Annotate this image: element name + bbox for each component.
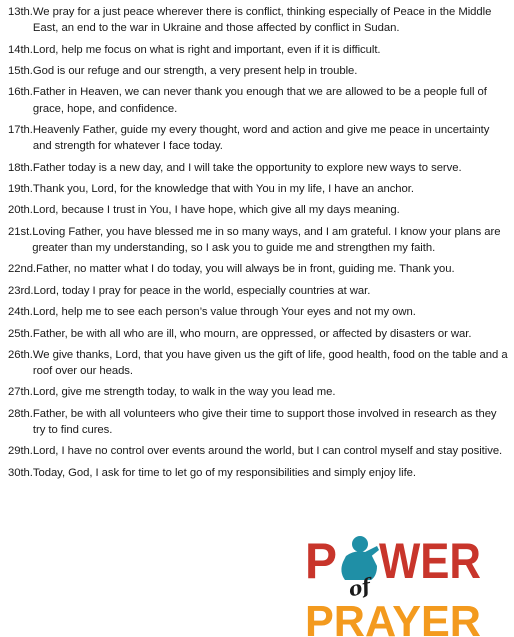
prayer-day: 17th. [8, 123, 33, 136]
svg-text:WER: WER [379, 533, 481, 589]
prayer-text: Lord, help me to see each person’s value through Your eyes and not my own. [32, 306, 416, 319]
prayer-entry [8, 465, 508, 481]
prayer-entry [8, 181, 508, 197]
prayer-day: 30th. [8, 466, 33, 479]
prayer-text: Father, be with all volunteers who give their time to support those involved in research as they try to find cures. [32, 407, 497, 437]
prayer-list [8, 4, 508, 486]
prayer-entry [8, 224, 508, 256]
prayer-entry [8, 84, 508, 116]
prayer-entry [8, 261, 508, 277]
prayer-day: 16th. [8, 86, 33, 99]
prayer-text: Father, be with all who are ill, who mourn, are oppressed, or affected by disasters or war. [32, 327, 472, 340]
prayer-entry [8, 42, 508, 58]
prayer-day: 25th. [8, 327, 33, 340]
prayer-day: 21st. [8, 225, 33, 238]
svg-text:P: P [305, 533, 337, 589]
prayer-text: We give thanks, Lord, that you have given us the gift of life, good health, food on the table and a roof over our heads. [32, 348, 508, 378]
prayer-day: 15th. [8, 64, 33, 77]
prayer-day: 29th. [8, 445, 33, 458]
prayer-day: 19th. [8, 182, 33, 195]
logo-power-word [305, 533, 481, 589]
prayer-day: 22nd. [8, 263, 37, 276]
praying-figure-icon [341, 536, 379, 580]
prayer-text: Lord, because I trust in You, I have hope, which give all my days meaning. [32, 204, 400, 217]
prayer-day: 14th. [8, 43, 33, 56]
power-of-prayer-logo [305, 532, 483, 637]
prayer-text: Father today is a new day, and I will take the opportunity to explore new ways to serve. [32, 161, 462, 174]
prayer-entry [8, 4, 508, 36]
prayer-day: 18th. [8, 161, 33, 174]
prayer-text: Lord, today I pray for peace in the world, especially countries at war. [33, 284, 371, 297]
prayer-entry [8, 283, 508, 299]
prayer-day: 23rd. [8, 284, 34, 297]
prayer-entry [8, 384, 508, 400]
prayer-day: 13th. [8, 6, 33, 18]
prayer-text: Heavenly Father, guide my every thought, word and action and give me peace in uncertainty and strength for whatever I face today. [32, 123, 490, 153]
prayer-text: Loving Father, you have blessed me in so many ways, and I am grateful. I know your plans are greater than my understanding, so I ask you to guide me and strengthen my faith. [32, 225, 501, 254]
prayer-text: Lord, give me strength today, to walk in the way you lead me. [32, 386, 336, 399]
logo-prayer-word: PRAYER [305, 597, 481, 637]
prayer-entry [8, 160, 508, 176]
prayer-text: God is our refuge and our strength, a very present help in trouble. [32, 64, 358, 77]
logo-of-word: of [346, 573, 373, 602]
prayer-day: 28th. [8, 407, 33, 420]
prayer-day: 20th. [8, 204, 33, 217]
prayer-text: We pray for a just peace wherever there is conflict, thinking especially of Peace in the Middle East, an end to the war in Ukraine and those affected by conflict in Sudan. [32, 6, 492, 35]
prayer-entry [8, 326, 508, 342]
prayer-text: Father, no matter what I do today, you will always be in front, guiding me. Thank you. [36, 263, 455, 276]
prayer-day: 24th. [8, 306, 33, 319]
prayer-text: Lord, help me focus on what is right and important, even if it is difficult. [32, 43, 381, 56]
prayer-entry [8, 63, 508, 79]
prayer-entry [8, 406, 508, 438]
prayer-text: Father in Heaven, we can never thank you enough that we are allowed to be a people full of grace, hope, and confidence. [32, 86, 487, 115]
prayer-entry [8, 304, 508, 320]
prayer-text: Today, God, I ask for time to let go of my responsibilities and simply enjoy life. [32, 466, 416, 479]
prayer-entry [8, 347, 508, 379]
prayer-day: 27th. [8, 386, 33, 399]
prayer-text: Lord, I have no control over events around the world, but I can control myself and stay positive. [32, 445, 503, 458]
prayer-day: 26th. [8, 348, 33, 361]
prayer-entry [8, 122, 508, 154]
prayer-entry [8, 202, 508, 218]
prayer-entry [8, 443, 508, 459]
prayer-text: Thank you, Lord, for the knowledge that with You in my life, I have an anchor. [32, 182, 414, 195]
